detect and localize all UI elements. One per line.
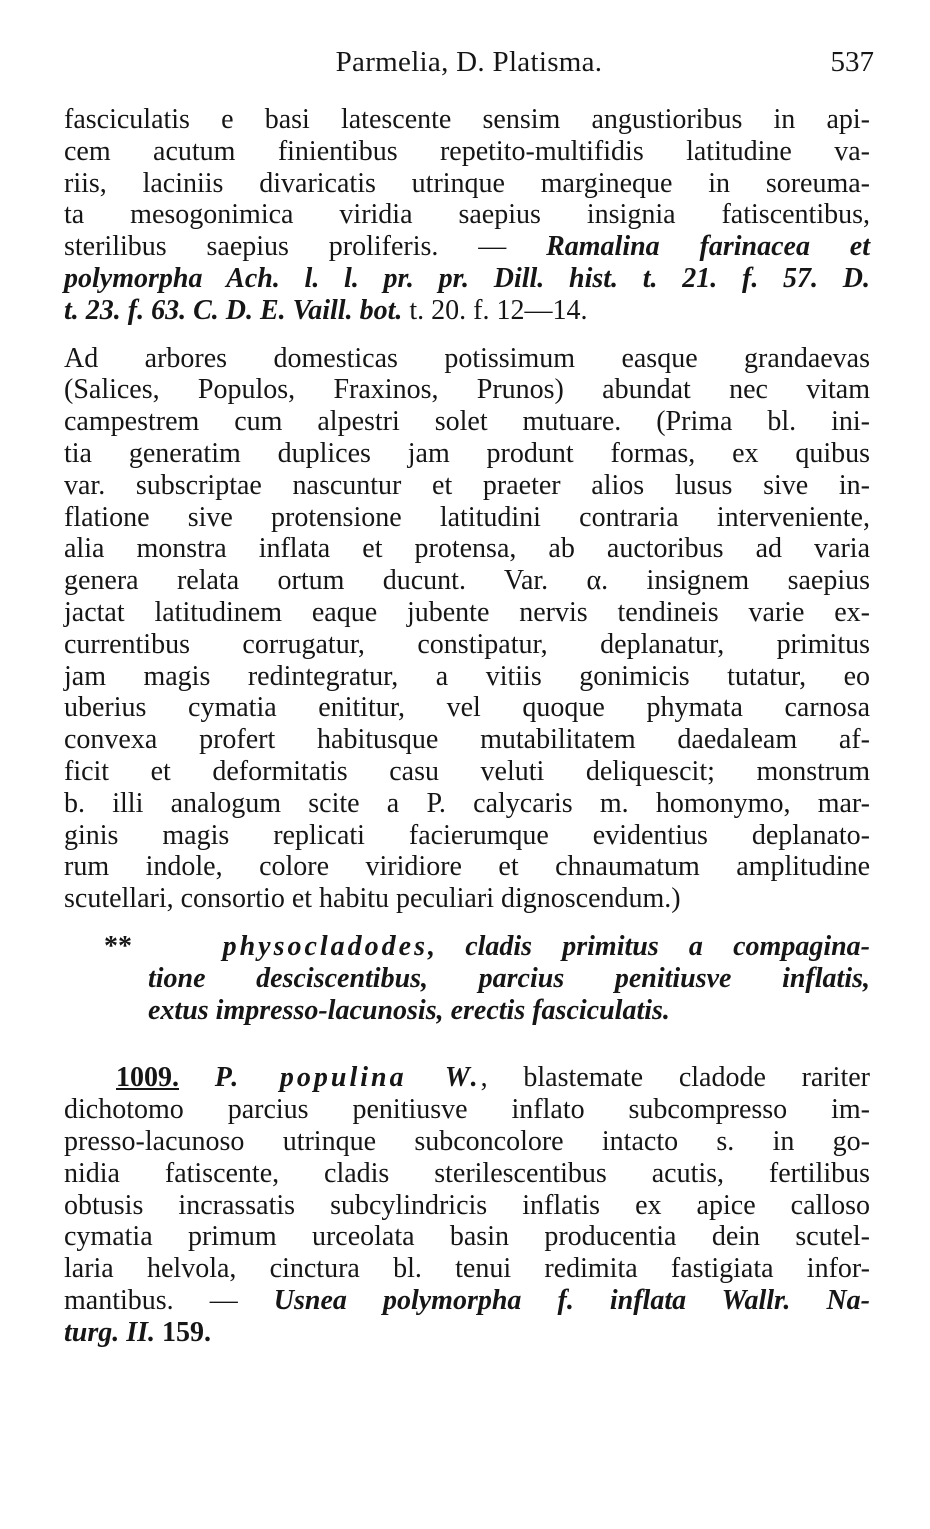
spacer xyxy=(64,915,870,931)
text-line: ginis magis replicati facierumque evidentius deplanato- xyxy=(64,819,870,851)
citation-italic: 21. f. 57. D. xyxy=(657,262,871,294)
text-span: genera relata ortum ducunt. xyxy=(64,565,504,597)
paragraph-description xyxy=(64,104,870,327)
text-line xyxy=(64,931,870,963)
text-line: dichotomo parcius penitiusve inflato subcompresso im- xyxy=(64,1094,870,1126)
text-line: cymatia primum urceolata basin producentia dein scutel- xyxy=(64,1221,870,1253)
text-line xyxy=(64,1062,870,1094)
text-span: , cladis primitus a compagina- xyxy=(428,930,870,962)
text-span: insignem saepius xyxy=(608,565,871,597)
text-line: presso-lacunoso utrinque subconcolore intacto s. in go- xyxy=(64,1125,870,1157)
text-line: jam magis redintegratur, a vitiis gonimicis tutatur, eo xyxy=(64,660,870,692)
species-name: P. populina W. xyxy=(214,1062,481,1094)
text-span: t. 20. f. 12—14. xyxy=(402,294,588,326)
text-line: laria helvola, cinctura bl. tenui redimita fastigiata infor- xyxy=(64,1253,870,1285)
text-line xyxy=(64,231,870,263)
text-line: tia generatim duplices jam produnt formas, ex quibus xyxy=(64,437,870,469)
text-line: cem acutum finientibus repetito-multifidis latitudine va- xyxy=(64,135,870,167)
text-line: var. subscriptae nascuntur et praeter alios lusus sive in- xyxy=(64,469,870,501)
text-line xyxy=(64,295,870,327)
text-line: rum indole, colore viridiore et chnaumatum amplitudine xyxy=(64,851,870,883)
citation-italic: t. 23. f. 63. C. D. E. Vaill. bot. xyxy=(64,294,403,326)
page-header xyxy=(64,46,874,86)
text-line xyxy=(64,1285,870,1317)
variety-label: Var. α. xyxy=(503,565,609,597)
text-line xyxy=(64,565,870,597)
text-line: fasciculatis e basi latescente sensim angustioribus in api- xyxy=(64,104,870,135)
citation-italic: Ramalina farinacea et xyxy=(546,231,870,263)
text-span: mantibus. — xyxy=(64,1284,274,1316)
citation-italic: turg. II. xyxy=(64,1316,156,1348)
variety-block xyxy=(64,931,870,1026)
text-line: ta mesogonimica viridia saepius insignia fatiscentibus, xyxy=(64,199,870,231)
citation-italic: polymorpha Ach. l. l. pr. pr. Dill. hist. t. xyxy=(64,262,658,294)
text-span: , blastemate cladode rariter xyxy=(480,1062,870,1094)
text-line: alia monstra inflata et protensa, ab auctoribus ad varia xyxy=(64,533,870,565)
text-line: flatione sive protensione latitudini contraria interveniente, xyxy=(64,501,870,533)
page-number: 537 xyxy=(830,46,874,78)
paragraph-habitat xyxy=(64,343,870,915)
text-line: tione desciscentibus, parcius penitiusve inflatis, xyxy=(148,962,870,994)
text-line: convexa profert habitusque mutabilitatem daedaleam af- xyxy=(64,724,870,756)
text-line: currentibus corrugatur, constipatur, deplanatur, primitus xyxy=(64,628,870,660)
text-line: (Salices, Populos, Fraxinos, Prunos) abundat nec vitam xyxy=(64,374,870,406)
citation-italic: Usnea polymorpha f. inflata Wallr. Na- xyxy=(273,1284,870,1316)
text-line: Ad arbores domesticas potissimum easque grandaevas xyxy=(64,342,870,374)
text-line: uberius cymatia enititur, vel quoque phymata carnosa xyxy=(64,692,870,724)
variety-marker: ** xyxy=(104,930,132,962)
text-line xyxy=(64,1317,870,1349)
text-line: b. illi analogum scite a P. calycaris m. homonymo, mar- xyxy=(64,787,870,819)
text-line: scutellari, consortio et habitu peculiari dignoscendum.) xyxy=(64,883,681,915)
text-line: nidia fatiscente, cladis sterilescentibus acutis, fertilibus xyxy=(64,1157,870,1189)
entry-number: 1009. xyxy=(116,1062,179,1094)
spacer xyxy=(64,327,870,343)
species-entry xyxy=(64,1062,870,1348)
page-body xyxy=(64,104,870,1348)
text-span: 159. xyxy=(155,1316,212,1348)
text-line: ficit et deformitatis casu veluti deliquescit; monstrum xyxy=(64,755,870,787)
text-line: extus impresso-lacunosis, erectis fasciculatis. xyxy=(148,994,670,1026)
text-line: campestrem cum alpestri solet mutuare. (Prima bl. ini- xyxy=(64,406,870,438)
text-line: riis, laciniis divaricatis utrinque margineque in soreuma- xyxy=(64,167,870,199)
text-line: jactat latitudinem eaque jubente nervis tendineis varie ex- xyxy=(64,596,870,628)
running-title: Parmelia, D. Platisma. xyxy=(335,46,603,78)
spacer xyxy=(64,1026,870,1062)
text-line xyxy=(64,263,870,295)
text-span: sterilibus saepius proliferis. — xyxy=(64,231,547,263)
variety-name: physocladodes xyxy=(222,930,428,962)
text-line: obtusis incrassatis subcylindricis inflatis ex apice calloso xyxy=(64,1189,870,1221)
